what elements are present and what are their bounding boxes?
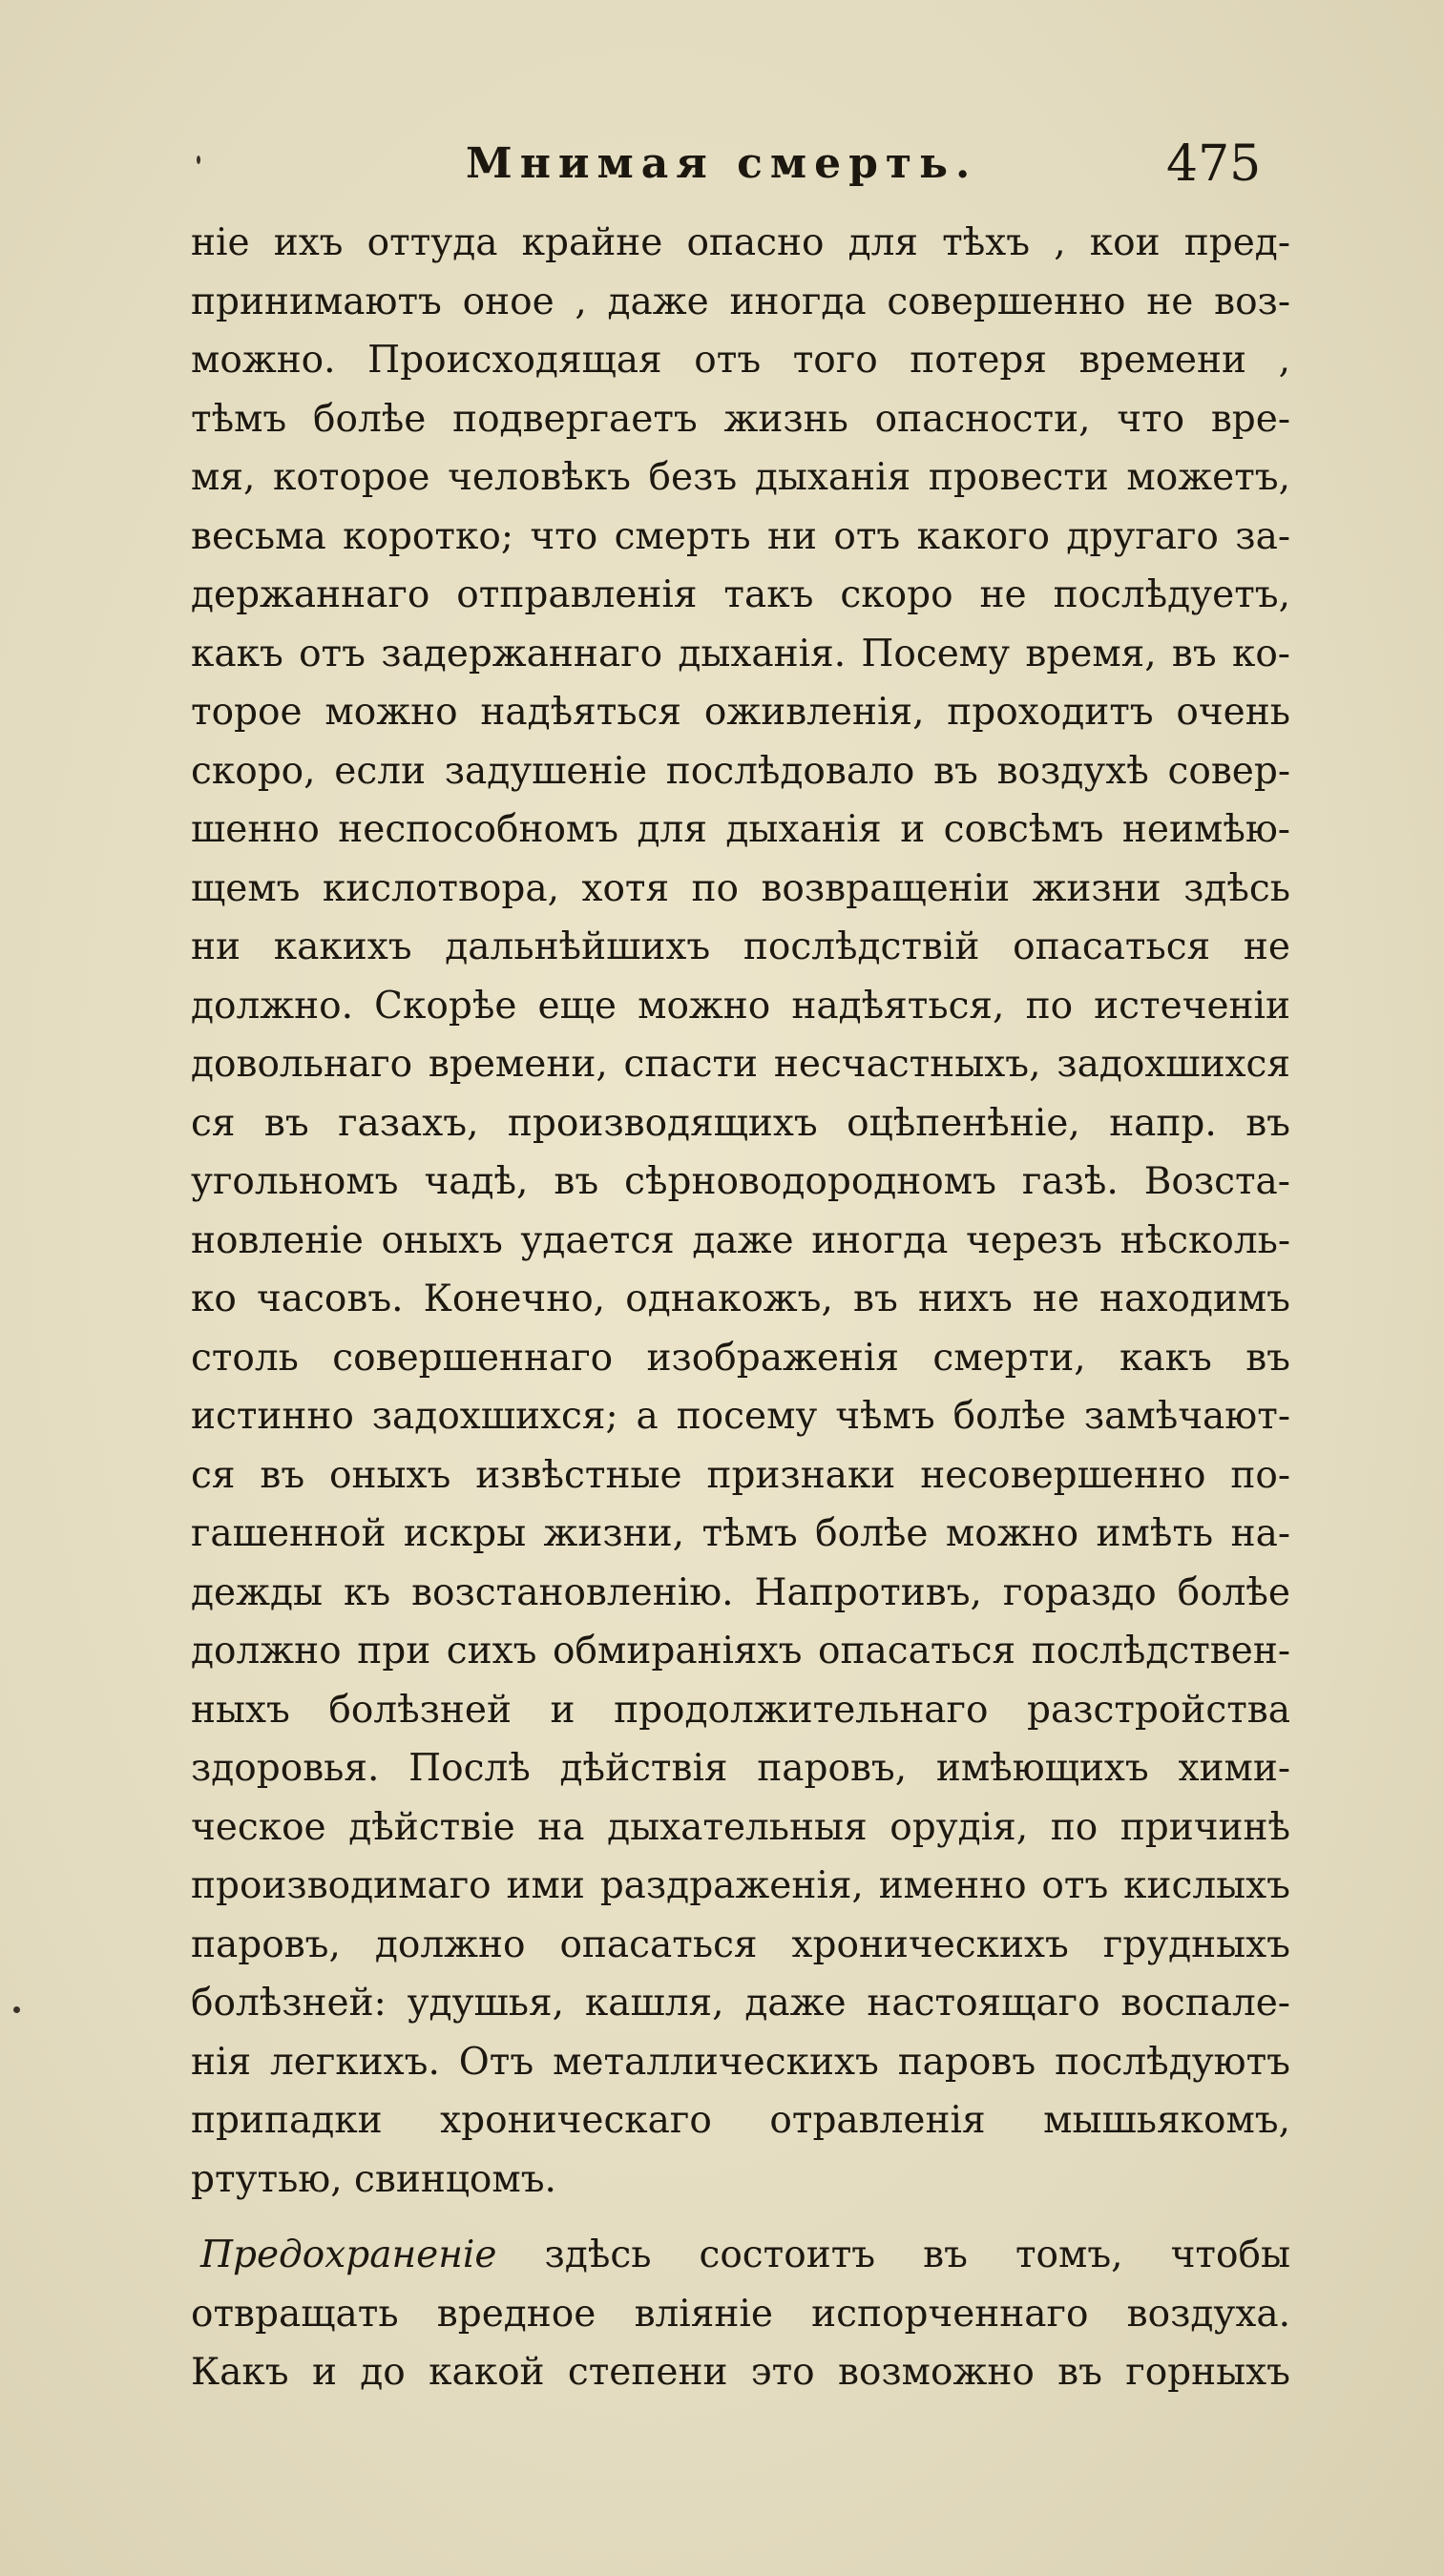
text-line: ко часовъ. Конечно, однакожъ, въ нихъ не находимъ [191,1278,1290,1320]
page-number: 475 [1166,135,1262,193]
text-line: гашенной искры жизни, тѣмъ болѣе можно имѣть на- [191,1512,1290,1555]
text-line: нія легкихъ. Отъ металлическихъ паровъ послѣдуютъ [191,2040,1290,2084]
paragraph-first-line [191,2226,1290,2285]
text-line: шенно неспособномъ для дыханія и совсѣмъ неимѣю- [191,808,1290,851]
text-line: принимаютъ оное , даже иногда совершенно не воз- [191,280,1290,323]
text-line: можно. Происходящая отъ того потеря времени , [191,339,1290,382]
paragraph-gap [191,2209,1290,2226]
text-line: болѣзней: удушья, кашля, даже настоящаго воспале- [191,1982,1290,2025]
text-line: здоровья. Послѣ дѣйствія паровъ, имѣющихъ хими- [191,1747,1290,1790]
text-line: дежды къ возстановленію. Напротивъ, гораздо болѣе [191,1570,1290,1614]
text-line: новленіе оныхъ удается даже иногда черезъ нѣсколь- [191,1218,1290,1262]
text-line: должно. Скорѣе еще можно надѣяться, по истеченіи [191,984,1290,1028]
text-line: должно при сихъ обмираніяхъ опасаться послѣдствен- [191,1630,1290,1672]
text-line: ни какихъ дальнѣйшихъ послѣдствій опасаться не [191,925,1290,968]
body-text [191,214,1290,2402]
text-line: тѣмъ болѣе подвергаетъ жизнь опасности, что вре- [191,397,1290,441]
text-line: ныхъ болѣзней и продолжительнаго разстройства [191,1688,1290,1732]
text-line: ся въ газахъ, производящихъ оцѣпенѣніе, напр. въ [191,1101,1290,1145]
ink-speck [13,2006,20,2013]
text-line: истинно задохшихся; а посему чѣмъ болѣе замѣчают- [191,1395,1290,1438]
text-line: Какъ и до какой степени это возможно въ горныхъ [191,2351,1290,2394]
text-line: торое можно надѣяться оживленія, проходитъ очень [191,691,1290,734]
text-line: ческое дѣйствіе на дыхательныя орудія, по причинѣ [191,1805,1290,1849]
page-header [0,135,1444,202]
text-line: производимаго ими раздраженія, именно отъ кислыхъ [191,1864,1290,1907]
text-line: столь совершеннаго изображенія смерти, какъ въ [191,1336,1290,1380]
text-line: весьма коротко; что смерть ни отъ какого другаго за- [191,514,1290,558]
emphasized-term: Предохраненіе [200,2233,497,2276]
text-line: ртутью, свинцомъ. [191,2157,556,2201]
text-line: мя, которое человѣкъ безъ дыханія провести можетъ, [191,456,1290,499]
text-line: ся въ оныхъ извѣстные признаки несовершенно по- [191,1453,1290,1497]
text-line: щемъ кислотвора, хотя по возвращеніи жизни здѣсь [191,866,1290,910]
text-fragment: здѣсь состоитъ въ томъ, чтобы [496,2233,1290,2276]
text-line: отвращать вредное вліяніе испорченнаго воздуха. [191,2292,1290,2336]
text-line: припадки хроническаго отравленія мышьякомъ, [191,2099,1290,2142]
text-line: угольномъ чадѣ, въ сѣрноводородномъ газѣ. Возста- [191,1160,1290,1203]
text-line: держаннаго отправленія такъ скоро не послѣдуетъ, [191,573,1290,616]
text-line: довольнаго времени, спасти несчастныхъ, задохшихся [191,1043,1290,1086]
text-line: скоро, если задушеніе послѣдовало въ воздухѣ совер- [191,749,1290,793]
text-line: какъ отъ задержаннаго дыханія. Посему время, въ ко- [191,632,1290,675]
text-line: паровъ, должно опасаться хроническихъ грудныхъ [191,1922,1290,1966]
running-title: Мнимая смерть. [466,139,978,188]
text-line: ніе ихъ оттуда крайне опасно для тѣхъ , кои пред- [191,221,1290,264]
